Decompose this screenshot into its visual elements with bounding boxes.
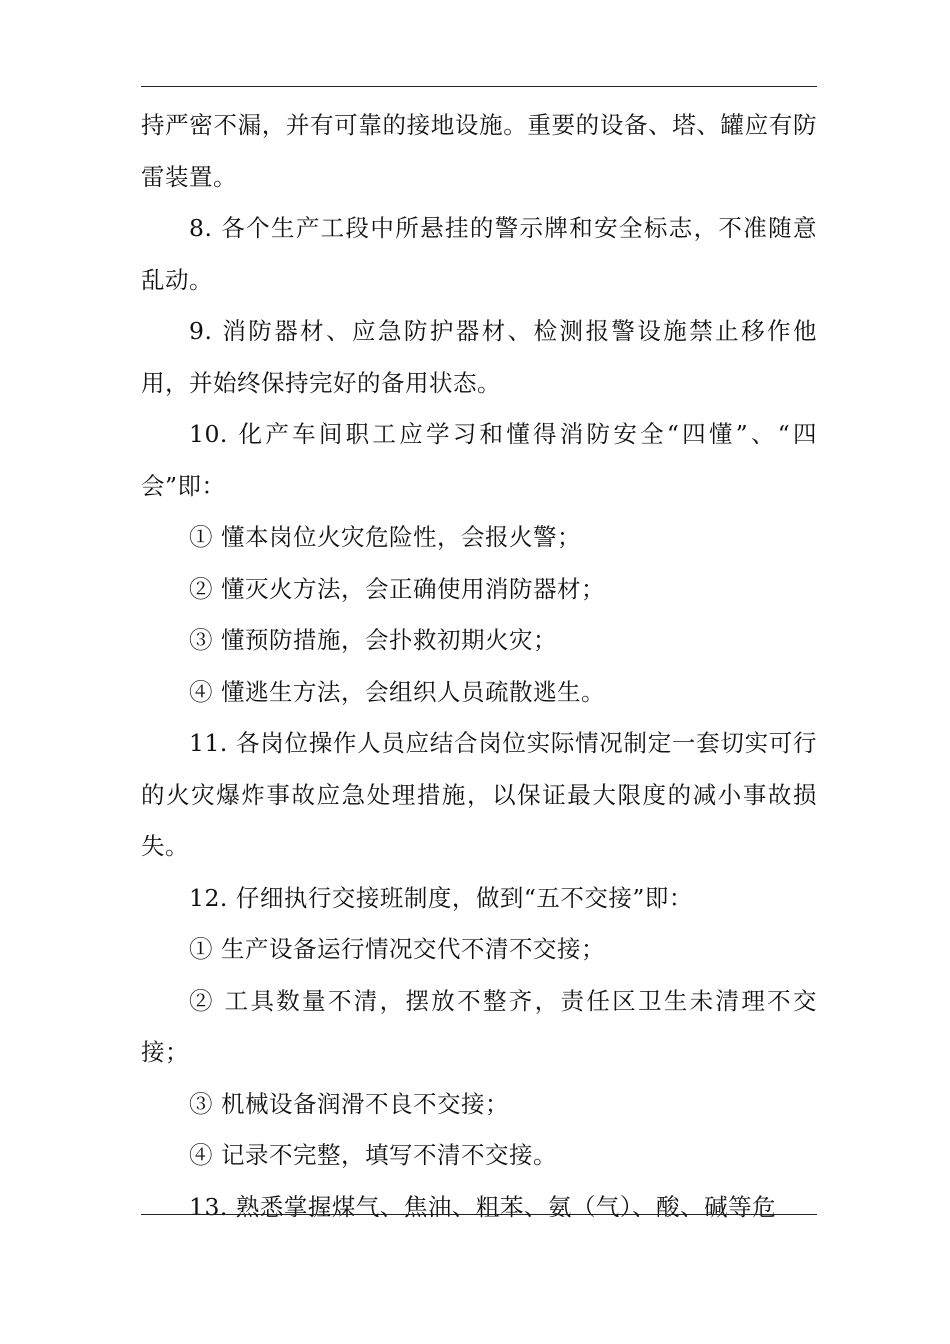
list-item-10-3: ③ 懂预防措施，会扑救初期火灾； bbox=[189, 626, 557, 654]
paragraph-item-13: 13. 熟悉掌握煤气、焦油、粗苯、氨（气）、酸、碱等危 bbox=[189, 1192, 777, 1221]
paragraph-item-11: 11. 各岗位操作人员应结合岗位实际情况制定一套切实可行的火灾爆炸事故应急处理措施，以保证最大限度的减小事故损失。 bbox=[141, 729, 817, 860]
list-item-12-4: ④ 记录不完整，填写不清不交接。 bbox=[189, 1141, 557, 1169]
list-item-12-1: ① 生产设备运行情况交代不清不交接； bbox=[189, 935, 605, 963]
page-body bbox=[141, 100, 817, 1233]
paragraph-item-12: 12. 仔细执行交接班制度，做到“五不交接”即： bbox=[189, 883, 693, 912]
list-item-10-2: ② 懂灭火方法，会正确使用消防器材； bbox=[189, 574, 605, 603]
list-item-12-2: ② 工具数量不清，摆放不整齐，责任区卫生未清理不交接； bbox=[141, 986, 817, 1066]
list-item-10-4: ④ 懂逃生方法，会组织人员疏散逃生。 bbox=[189, 677, 605, 706]
footer-rule bbox=[141, 1214, 817, 1215]
paragraph-item-9: 9. 消防器材、应急防护器材、检测报警设施禁止移作他用，并始终保持完好的备用状态。 bbox=[141, 317, 817, 397]
header-rule bbox=[141, 86, 817, 87]
paragraph-item-8: 8. 各个生产工段中所悬挂的警示牌和安全标志，不准随意乱动。 bbox=[141, 214, 817, 294]
list-item-12-3: ③ 机械设备润滑不良不交接； bbox=[189, 1089, 509, 1118]
paragraph-continuation: 持严密不漏，并有可靠的接地设施。重要的设备、塔、罐应有防雷装置。 bbox=[141, 111, 817, 191]
list-item-10-1: ① 懂本岗位火灾危险性，会报火警； bbox=[189, 523, 581, 551]
paragraph-item-10: 10. 化产车间职工应学习和懂得消防安全“四懂”、“四会”即： bbox=[141, 420, 817, 500]
